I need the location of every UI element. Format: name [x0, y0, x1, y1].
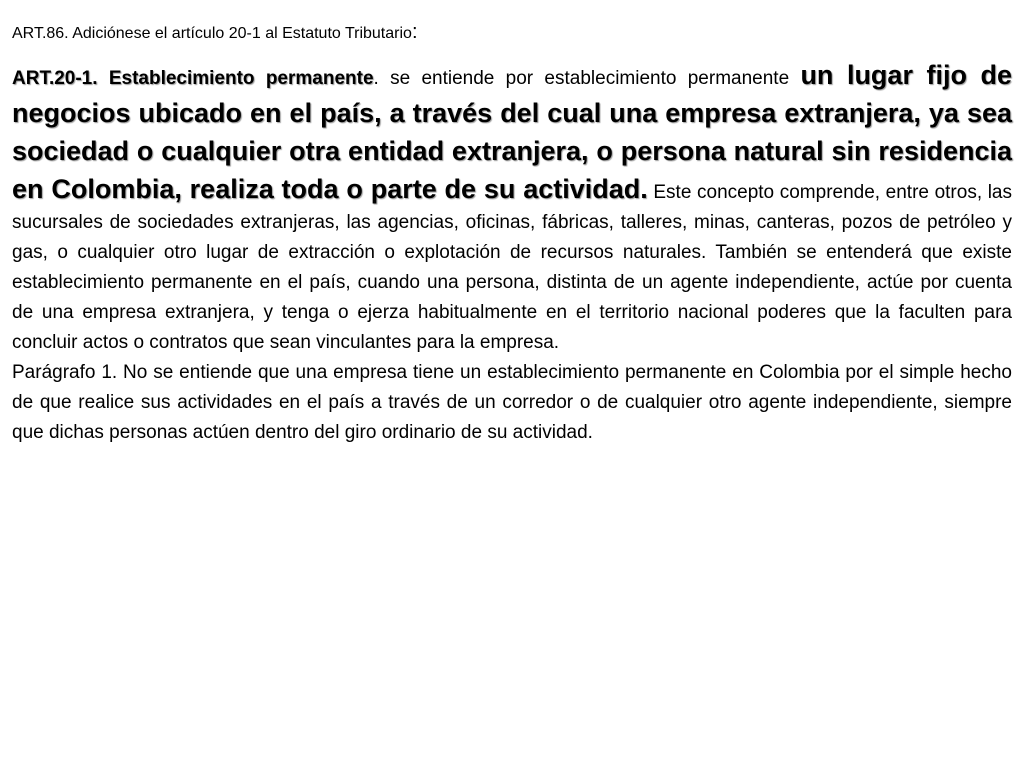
article-body: Este concepto comprende, entre otros, las sucursales de sociedades extranjeras, las agencias, oficinas, fábricas, talleres, minas, canteras, pozos de petróleo y gas, o cualquier otro lugar de extracción o explotación de recursos naturales. También se entenderá que existe establecimiento permanente en el país, cuando una persona, distinta de un agente independiente, actúe por cuenta de una empresa extranjera, y tenga o ejerza habitualmente en el territorio nacional poderes que la faculten para concluir actos o contratos que sean vinculantes para la empresa.: [12, 182, 1012, 353]
slide-content: [12, 22, 1012, 448]
article-label: ART.20-1. Establecimiento permanente: [12, 68, 374, 89]
article-definition: un lugar fijo de negocios ubicado en el país, a través del cual una empresa extranjera, ya sea sociedad o cualquier otra entidad extranjera, o persona natural sin residencia en Colombia, realiza toda o parte de su actividad.: [12, 60, 1012, 204]
heading-text: ART.86. Adiciónese el artículo 20-1 al Estatuto Tributario: [12, 25, 412, 42]
heading-colon: :: [411, 21, 418, 43]
paragraph-1: Parágrafo 1. No se entiende que una empresa tiene un establecimiento permanente en Colombia por el simple hecho de que realice sus actividades en el país a través de un corredor o de cualquier otro agente independiente, siempre que dichas personas actúen dentro del giro ordinario de su actividad.: [12, 362, 1012, 443]
article-heading: [12, 22, 1012, 44]
article-20-1-paragraph: [12, 56, 1012, 358]
article-intro: . se entiende por establecimiento permanente: [373, 68, 801, 89]
